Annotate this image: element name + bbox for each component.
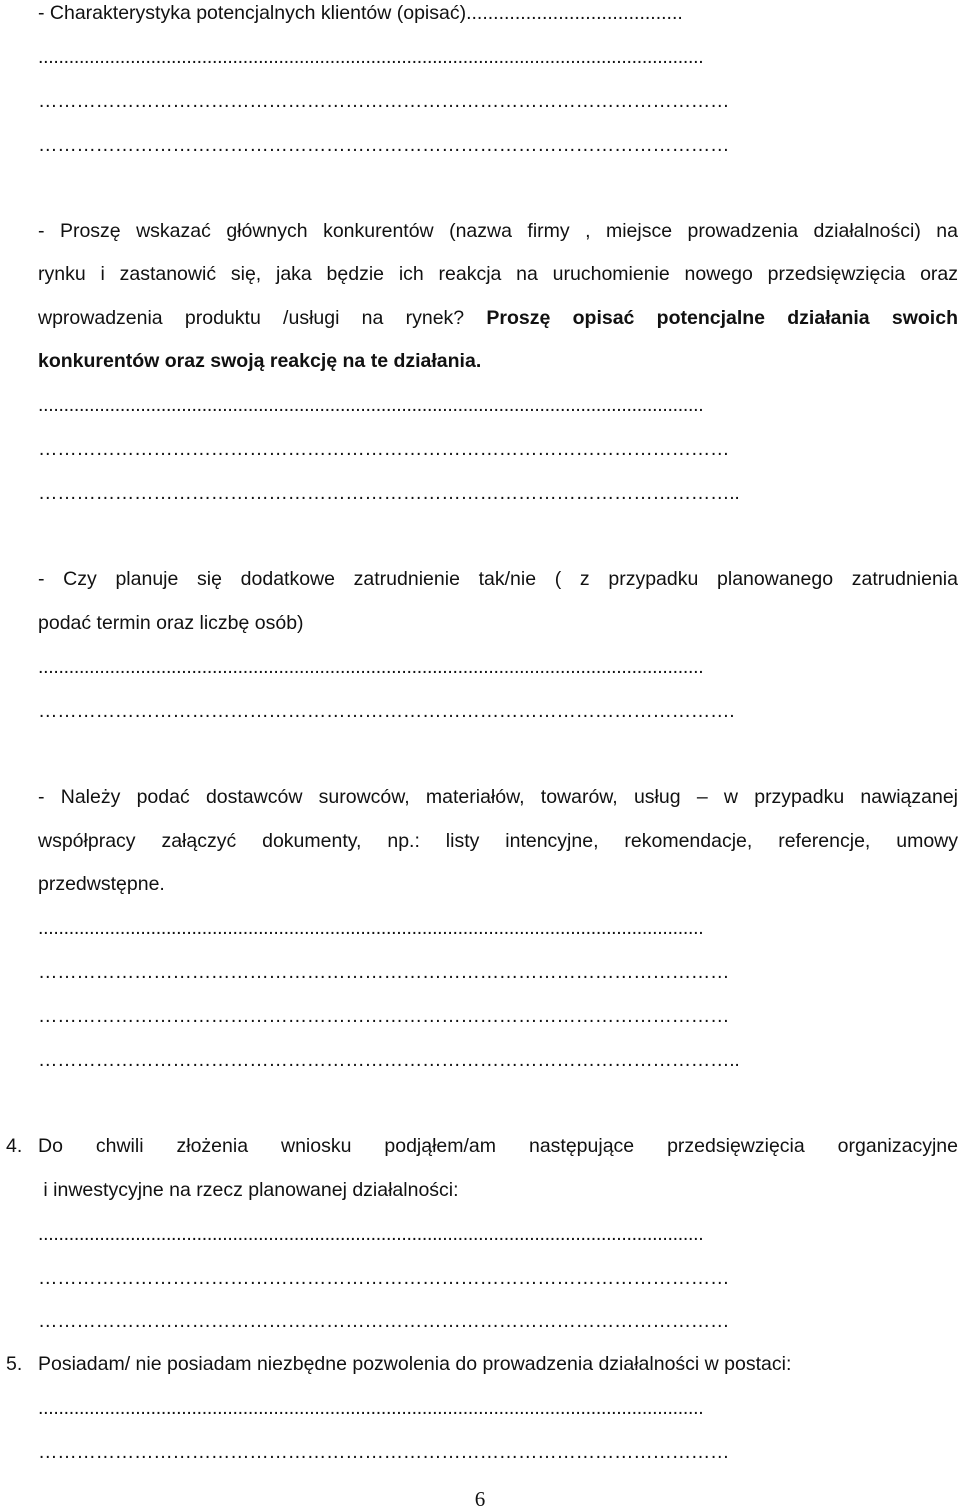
competitors-dot-line-3: ……………………………………………………………………………………………….. bbox=[38, 482, 740, 504]
clients-dot-line-3: ……………………………………………………………………………………………… bbox=[38, 134, 730, 156]
item-4-line-1: Do chwili złożenia wniosku podjąłem/am następujące przedsięwzięcia organizacyjne bbox=[38, 1135, 958, 1157]
item-4-dot-line-2: ……………………………………………………………………………………………… bbox=[38, 1267, 730, 1289]
item-4-line-2: i inwestycyjne na rzecz planowanej działalności: bbox=[38, 1179, 459, 1201]
suppliers-line-3: przedwstępne. bbox=[38, 873, 165, 895]
employment-line-2: podać termin oraz liczbę osób) bbox=[38, 612, 304, 634]
employment-line-1: - Czy planuje się dodatkowe zatrudnienie tak/nie ( z przypadku planowanego zatrudnienia bbox=[38, 568, 958, 590]
item-5-dot-line-1: .................................................................................................................................. bbox=[38, 1397, 704, 1419]
competitors-dot-line-1: .................................................................................................................................. bbox=[38, 394, 704, 416]
suppliers-line-1: - Należy podać dostawców surowców, materiałów, towarów, usług – w przypadku nawiązanej bbox=[38, 786, 958, 808]
suppliers-dot-line-1: .................................................................................................................................. bbox=[38, 917, 704, 939]
competitors-line-3-normal: wprowadzenia produktu /usługi na rynek? bbox=[38, 307, 465, 329]
competitors-line-3-bold: Proszę opisać potencjalne działania swoich bbox=[486, 307, 958, 329]
employment-dot-line-1: .................................................................................................................................. bbox=[38, 656, 704, 678]
item-5-number: 5. bbox=[6, 1353, 23, 1375]
item-4-dot-line-3: ……………………………………………………………………………………………… bbox=[38, 1310, 730, 1332]
item-4-number: 4. bbox=[6, 1135, 23, 1157]
employment-dot-line-2: ………………………………………………………………………………………………. bbox=[38, 700, 735, 722]
item-5-dot-line-2: ……………………………………………………………………………………………… bbox=[38, 1441, 730, 1463]
page-number: 6 bbox=[474, 1487, 486, 1511]
suppliers-dot-line-3: ……………………………………………………………………………………………… bbox=[38, 1005, 730, 1027]
competitors-line-2: rynku i zastanowić się, jaka będzie ich reakcja na uruchomienie nowego przedsięwzięcia oraz bbox=[38, 263, 958, 285]
competitors-line-3 bbox=[38, 305, 958, 331]
suppliers-dot-line-4: ……………………………………………………………………………………………….. bbox=[38, 1049, 740, 1071]
clients-dot-line-1: .................................................................................................................................. bbox=[38, 46, 704, 68]
clients-prompt: - Charakterystyka potencjalnych klientów (opisać)........................................ bbox=[38, 2, 683, 24]
item-5-line-1: Posiadam/ nie posiadam niezbędne pozwolenia do prowadzenia działalności w postaci: bbox=[38, 1353, 792, 1375]
item-4-dot-line-1: .................................................................................................................................. bbox=[38, 1223, 704, 1245]
competitors-line-4: konkurentów oraz swoją reakcję na te działania. bbox=[38, 350, 482, 372]
suppliers-line-2: współpracy załączyć dokumenty, np.: listy intencyjne, rekomendacje, referencje, umowy bbox=[38, 830, 958, 852]
clients-dot-line-2: ……………………………………………………………………………………………… bbox=[38, 90, 730, 112]
suppliers-dot-line-2: ……………………………………………………………………………………………… bbox=[38, 961, 730, 983]
competitors-dot-line-2: ……………………………………………………………………………………………… bbox=[38, 438, 730, 460]
competitors-line-1: - Proszę wskazać głównych konkurentów (nazwa firmy , miejsce prowadzenia działalności) na bbox=[38, 220, 958, 242]
